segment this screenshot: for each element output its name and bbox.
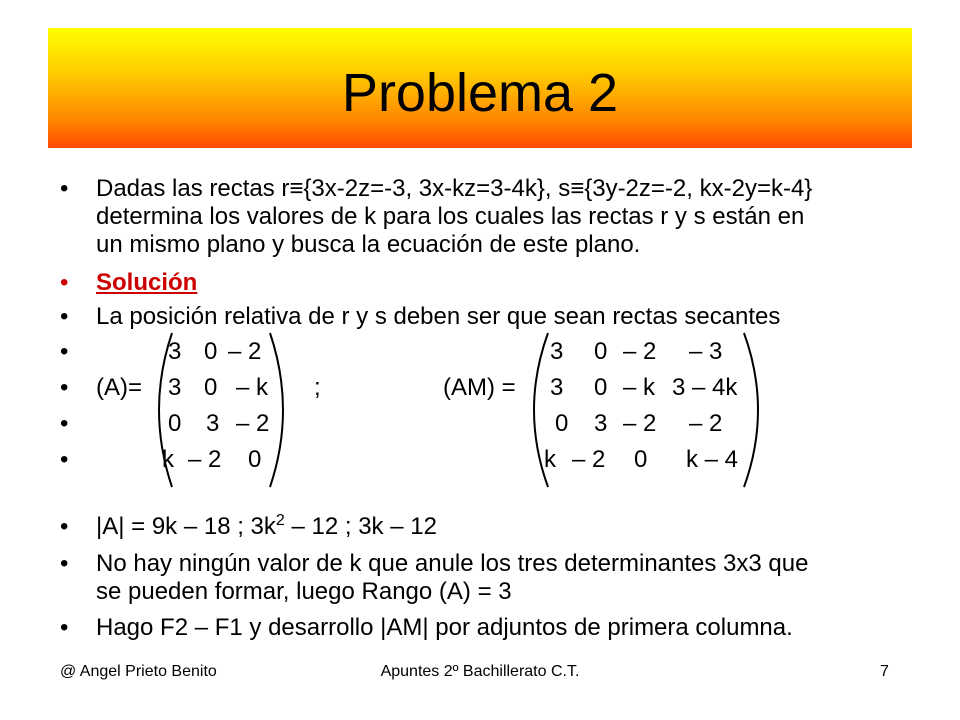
- problem-statement-line-1: Dadas las rectas r≡{3x-2z=-3, 3x-kz=3-4k}, s≡{3y-2z=-2, kx-2y=k-4}: [96, 175, 813, 202]
- matrix-a-cell: – 2: [228, 338, 262, 365]
- bullet-dot: •: [60, 338, 69, 365]
- matrix-am-cell: k – 4: [686, 446, 739, 473]
- matrix-am-cell: – 3: [689, 338, 723, 365]
- separator-semicolon: ;: [314, 374, 321, 401]
- solution-heading: Solución: [96, 269, 198, 296]
- bullet-dot: •: [60, 446, 69, 473]
- matrix-am-cell: – 2: [623, 338, 657, 365]
- matrix-am-cell: – 2: [572, 446, 606, 473]
- bullet-dot: •: [60, 550, 69, 577]
- procedure-text: Hago F2 – F1 y desarrollo |AM| por adjuntos de primera columna.: [96, 614, 793, 641]
- matrix-a-cell: – 2: [188, 446, 222, 473]
- matrix-am-cell: 3: [550, 374, 564, 401]
- matrix-am-cell: 0: [594, 374, 608, 401]
- determinants-part-1: |A| = 9k – 18 ; 3k: [96, 513, 276, 540]
- footer-course: Apuntes 2º Bachillerato C.T.: [380, 663, 580, 680]
- matrix-am-cell: – k: [623, 374, 656, 401]
- footer-author: @ Angel Prieto Benito: [60, 663, 217, 680]
- determinants-line: [96, 513, 437, 541]
- matrix-a-cell: 3: [168, 338, 182, 365]
- matrix-a-cell: 3: [168, 374, 182, 401]
- matrix-a-cell: k: [162, 446, 174, 473]
- problem-statement-line-3: un mismo plano y busca la ecuación de este plano.: [96, 231, 641, 258]
- slide-title: Problema 2: [341, 63, 619, 123]
- matrix-am-left-paren: [534, 333, 548, 487]
- bullet-dot: •: [60, 614, 69, 641]
- footer-page-number: 7: [880, 663, 889, 680]
- bullet-dot: •: [60, 175, 69, 202]
- matrix-a-cell: 0: [204, 338, 218, 365]
- matrix-am-cell: 3: [594, 410, 608, 437]
- bullet-dot: •: [60, 269, 69, 296]
- matrix-am-label: (AM) =: [443, 374, 516, 401]
- matrix-am-right-paren: [744, 333, 758, 487]
- matrix-am-cell: 3: [550, 338, 564, 365]
- problem-statement-line-2: determina los valores de k para los cuales las rectas r y s están en: [96, 203, 805, 230]
- matrix-am-cell: – 2: [689, 410, 723, 437]
- matrix-a-cell: 3: [206, 410, 220, 437]
- matrix-a-cell: 0: [248, 446, 262, 473]
- matrix-a-label: (A)=: [96, 374, 143, 401]
- matrix-am-cell: k: [544, 446, 556, 473]
- matrix-am-cell: 0: [634, 446, 648, 473]
- relative-position-text: La posición relativa de r y s deben ser que sean rectas secantes: [96, 303, 781, 330]
- matrix-am-cell: – 2: [623, 410, 657, 437]
- bullet-dot: •: [60, 303, 69, 330]
- rank-explanation-line-2: se pueden formar, luego Rango (A) = 3: [96, 578, 512, 605]
- matrix-a-left-paren: [159, 333, 172, 487]
- bullet-dot: •: [60, 410, 69, 437]
- determinants-part-2: – 12 ; 3k – 12: [284, 513, 437, 540]
- matrix-am-cell: 3 – 4k: [672, 374, 738, 401]
- matrix-a-cell: – 2: [236, 410, 270, 437]
- matrix-am-cell: 0: [594, 338, 608, 365]
- matrix-a-cell: – k: [236, 374, 269, 401]
- bullet-dot: •: [60, 374, 69, 401]
- matrix-am-cell: 0: [555, 410, 569, 437]
- bullet-dot: •: [60, 513, 69, 540]
- determinants-exponent: 2: [275, 512, 285, 529]
- rank-explanation-line-1: No hay ningún valor de k que anule los tres determinantes 3x3 que: [96, 550, 809, 577]
- matrix-a-cell: 0: [168, 410, 182, 437]
- matrix-a-right-paren: [270, 333, 283, 487]
- matrix-a-cell: 0: [204, 374, 218, 401]
